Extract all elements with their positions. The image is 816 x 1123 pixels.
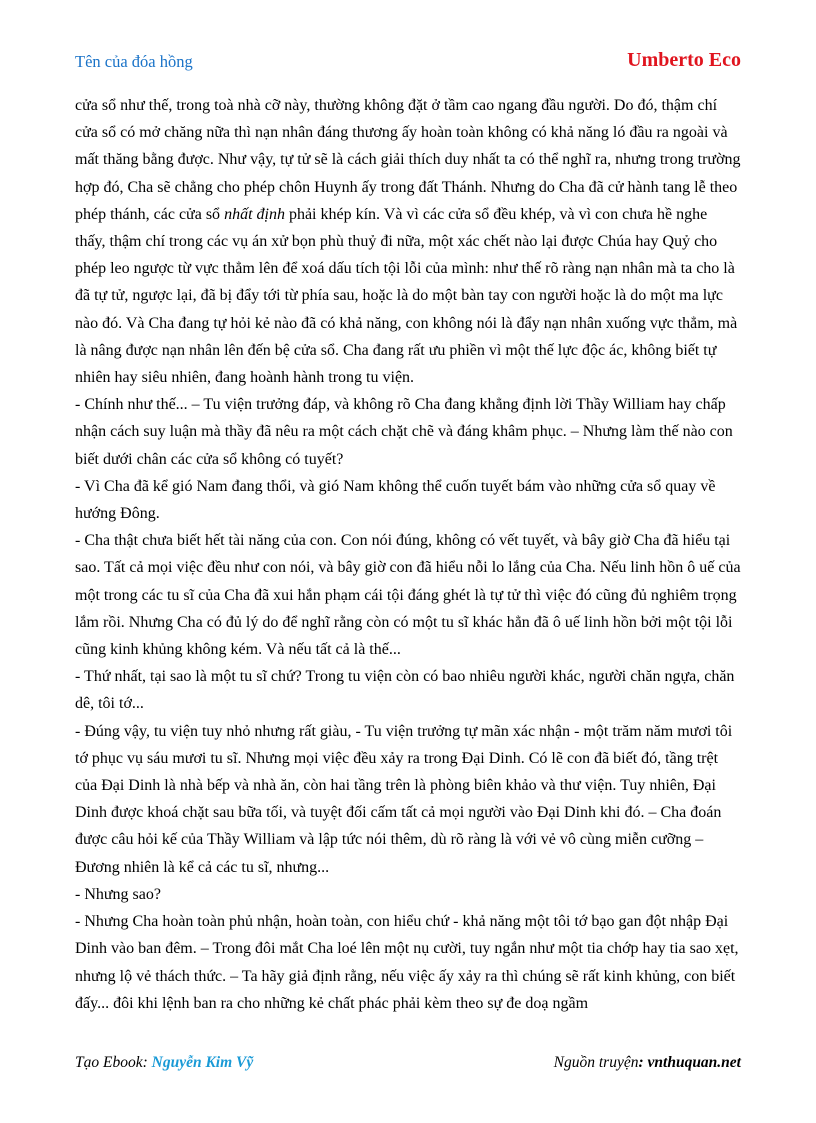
paragraph-3: - Vì Cha đã kể gió Nam đang thổi, và gió Nam không thể cuốn tuyết bám vào những cửa sổ quay về hướng Đông. — [75, 477, 716, 523]
paragraph-5: - Thứ nhất, tại sao là một tu sĩ chứ? Trong tu viện còn có bao nhiêu người khác, người chăn ngựa, chăn dê, tôi tớ... — [75, 668, 735, 713]
paragraph-8: - Nhưng Cha hoàn toàn phủ nhận, hoàn toàn, con hiểu chứ - khả năng một tôi tớ bạo gan đột nhập Đại Dinh vào ban đêm. – Trong đôi mắt Cha loé lên một nụ cười, tuy ngắn như một tia chớp hay tia sao xẹt, nhưng lộ vẻ thách thức. – Ta hãy giả định rằng, nếu việc ấy xảy ra thì chúng sẽ rất kinh khủng, con biết đấy... đôi khi lệnh ban ra cho những kẻ chất phác phải kèm theo sự đe doạ ngầm — [75, 913, 739, 1012]
paragraph-1: cửa sổ như thế, trong toà nhà cỡ này, thường không đặt ở tầm cao ngang đầu người. Do đó, thậm chí cửa sổ có mở chăng nữa thì nạn nhân đáng thương ấy hoàn toàn không có khả năng ló đầu ra ngoài và mất thăng bằng được. Như vậy, tự tử sẽ là cách giải thích duy nhất ta có thể nghĩ ra, nhưng trong trường hợp đó, Cha sẽ chẳng cho phép chôn Huynh ấy trong đất Thánh. Nhưng do Cha đã cử hành tang lễ theo phép thánh, các cửa sổ nhất định phải khép kín. Và vì các cửa sổ đều khép, và vì con chưa hề nghe thấy, thậm chí trong các vụ án xử bọn phù thuỷ đi nữa, một xác chết nào lại được Chúa hay Quỷ cho phép leo ngược từ vực thẳm lên để xoá dấu tích tội lỗi của mình: như thế rõ ràng nạn nhân mà ta cho là đã tự tử, ngược lại, đã bị đẩy tới từ phía sau, hoặc là do một bàn tay con người hoặc là do một ma lực nào đó. Và Cha đang tự hỏi kẻ nào đã có khả năng, con không nói là đẩy nạn nhân xuống vực thẳm, mà là nâng được nạn nhân lên đến bệ cửa sổ. Cha đang rất ưu phiền vì một thế lực độc ác, không biết tự nhiên hay siêu nhiên, đang hoành hành trong tu viện. — [75, 97, 741, 387]
author-name: Umberto Eco — [627, 49, 741, 71]
emphasized-text: nhất định — [224, 205, 285, 223]
paragraph-4: - Cha thật chưa biết hết tài năng của con. Con nói đúng, không có vết tuyết, và bây giờ Cha đã hiểu tại sao. Tất cả mọi việc đều như con nói, và bây giờ con đã hiểu nỗi lo lắng của Cha. Nếu linh hồn ô uế của một trong các tu sĩ của Cha đã xui hắn phạm cái tội đáng ghét là tự tử thì việc đó cũng đủ nghiêm trọng lắm rồi. Nhưng Cha có đủ lý do để nghĩ rằng còn có một tu sĩ khác hẳn đã ô uế linh hồn bởi một tội lỗi cũng kinh khủng không kém. Và nếu tất cả là thế... — [75, 532, 741, 659]
source-site: vnthuquan.net — [647, 1054, 741, 1071]
page-body — [75, 92, 741, 1017]
source-credit: Nguồn truyện: vnthuquan.net — [553, 1054, 741, 1071]
ebook-creator-name: Nguyễn Kim Vỹ — [151, 1054, 254, 1071]
paragraph-6: - Đúng vậy, tu viện tuy nhỏ nhưng rất giàu, - Tu viện trưởng tự mãn xác nhận - một trăm năm mươi tôi tớ phục vụ sáu mươi tu sĩ. Nhưng mọi việc đều xảy ra trong Đại Dinh. Có lẽ con đã biết đó, tầng trệt của Đại Dinh là nhà bếp và nhà ăn, còn hai tầng trên là phòng biên khảo và thư viện. Tuy nhiên, Đại Dinh được khoá chặt sau bữa tối, và tuyệt đối cấm tất cả mọi người vào Đại Dinh khi đó. – Cha đoán được câu hỏi kế của Thầy William và lập tức nói thêm, dù rõ ràng là với vẻ vô cùng miễn cưỡng – Đương nhiên là kể cả các tu sĩ, nhưng... — [75, 722, 733, 876]
book-title: Tên của đóa hồng — [75, 52, 193, 71]
ebook-credit: Tạo Ebook: Nguyễn Kim Vỹ — [75, 1054, 254, 1071]
paragraph-7: - Nhưng sao? — [75, 885, 161, 903]
paragraph-2: - Chính như thế... – Tu viện trưởng đáp, và không rõ Cha đang khẳng định lời Thầy William hay chấp nhận cách suy luận mà thầy đã nêu ra một cách chặt chẽ và đáng khâm phục. – Nhưng làm thế nào con biết dưới chân các cửa sổ không có tuyết? — [75, 396, 733, 468]
